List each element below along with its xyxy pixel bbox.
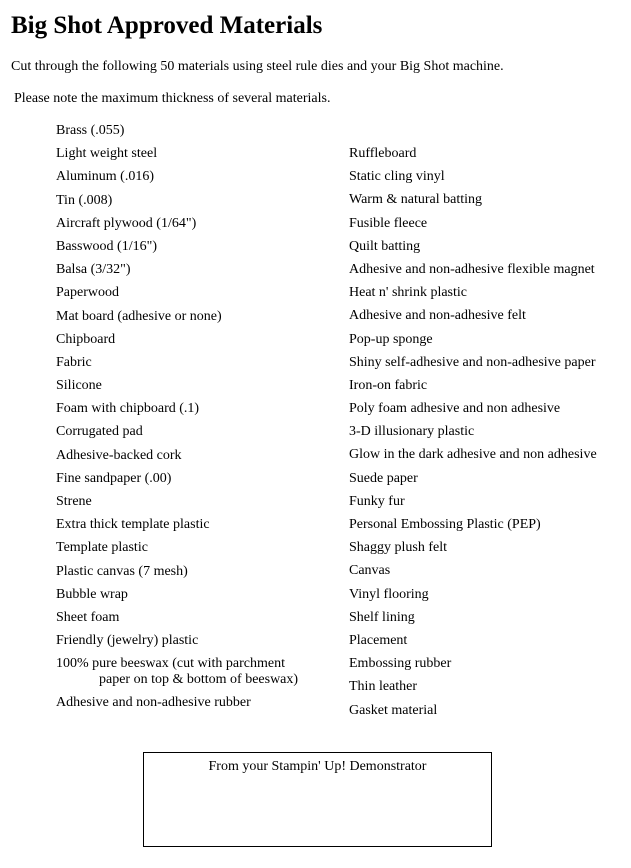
list-item: Bubble wrap xyxy=(56,586,128,602)
list-item: Fine sandpaper (.00) xyxy=(56,470,172,486)
list-item: Tin (.008) xyxy=(56,192,113,208)
list-item: Shelf lining xyxy=(349,609,415,625)
list-item: Balsa (3/32") xyxy=(56,262,131,278)
list-item: Static cling vinyl xyxy=(349,169,445,185)
list-item: Brass (.055) xyxy=(56,123,125,138)
left-materials-list xyxy=(56,123,298,719)
demonstrator-box xyxy=(143,752,492,847)
list-item: Pop-up sponge xyxy=(349,331,433,347)
list-item: Placement xyxy=(349,632,408,648)
list-item: Adhesive and non-adhesive rubber xyxy=(56,695,251,711)
list-item: Chipboard xyxy=(56,331,116,347)
list-item: Canvas xyxy=(349,563,391,579)
list-item: Shiny self-adhesive and non-adhesive paper xyxy=(349,354,596,370)
list-item: Gasket material xyxy=(349,702,438,718)
list-item: Aircraft plywood (1/64") xyxy=(56,215,197,231)
list-item: Corrugated pad xyxy=(56,424,143,440)
beeswax-line-1: 100% pure beeswax (cut with parchment xyxy=(56,656,285,672)
list-item: Fusible fleece xyxy=(349,215,428,231)
list-item: Heat n' shrink plastic xyxy=(349,285,467,301)
demonstrator-label: From your Stampin' Up! Demonstrator xyxy=(208,759,427,774)
list-item: Quilt batting xyxy=(349,238,421,254)
list-item: Mat board (adhesive or none) xyxy=(56,308,222,324)
list-item: Vinyl flooring xyxy=(349,586,429,602)
page-title: Big Shot Approved Materials xyxy=(11,12,323,39)
list-item: Glow in the dark adhesive and non adhesive xyxy=(349,447,597,463)
list-item: Funky fur xyxy=(349,493,405,509)
list-item: Aluminum (.016) xyxy=(56,169,154,185)
list-item: Adhesive and non-adhesive felt xyxy=(349,308,526,324)
list-item: Foam with chipboard (.1) xyxy=(56,401,200,417)
list-item: 3-D illusionary plastic xyxy=(349,424,475,440)
list-item: Extra thick template plastic xyxy=(56,517,210,533)
list-item: Basswood (1/16") xyxy=(56,238,157,254)
list-item: Adhesive and non-adhesive flexible magnet xyxy=(349,261,595,277)
list-item: Friendly (jewelry) plastic xyxy=(56,633,199,649)
list-item: Thin leather xyxy=(349,679,418,695)
list-item: Poly foam adhesive and non adhesive xyxy=(349,401,561,417)
list-item: Ruffleboard xyxy=(349,146,417,161)
list-item: Sheet foam xyxy=(56,609,120,625)
list-item: Template plastic xyxy=(56,540,148,556)
list-item: Strene xyxy=(56,494,92,509)
list-item: Adhesive-backed cork xyxy=(56,447,182,463)
thickness-note: Please note the maximum thickness of several materials. xyxy=(14,91,331,106)
list-item-beeswax xyxy=(56,656,298,695)
list-item: Embossing rubber xyxy=(349,656,452,672)
right-materials-list xyxy=(349,146,597,726)
list-item: Warm & natural batting xyxy=(349,192,482,208)
list-item: Fabric xyxy=(56,354,92,370)
list-item: Paperwood xyxy=(56,285,119,301)
beeswax-line-2: paper on top & bottom of beeswax) xyxy=(99,672,299,688)
list-item: Light weight steel xyxy=(56,146,158,162)
list-item: Suede paper xyxy=(349,470,418,486)
list-item: Iron-on fabric xyxy=(349,377,428,393)
list-item: Silicone xyxy=(56,378,102,394)
list-item: Personal Embossing Plastic (PEP) xyxy=(349,517,541,532)
list-item: Plastic canvas (7 mesh) xyxy=(56,563,188,579)
intro-text: Cut through the following 50 materials using steel rule dies and your Big Shot machine. xyxy=(11,59,504,74)
list-item: Shaggy plush felt xyxy=(349,540,447,556)
